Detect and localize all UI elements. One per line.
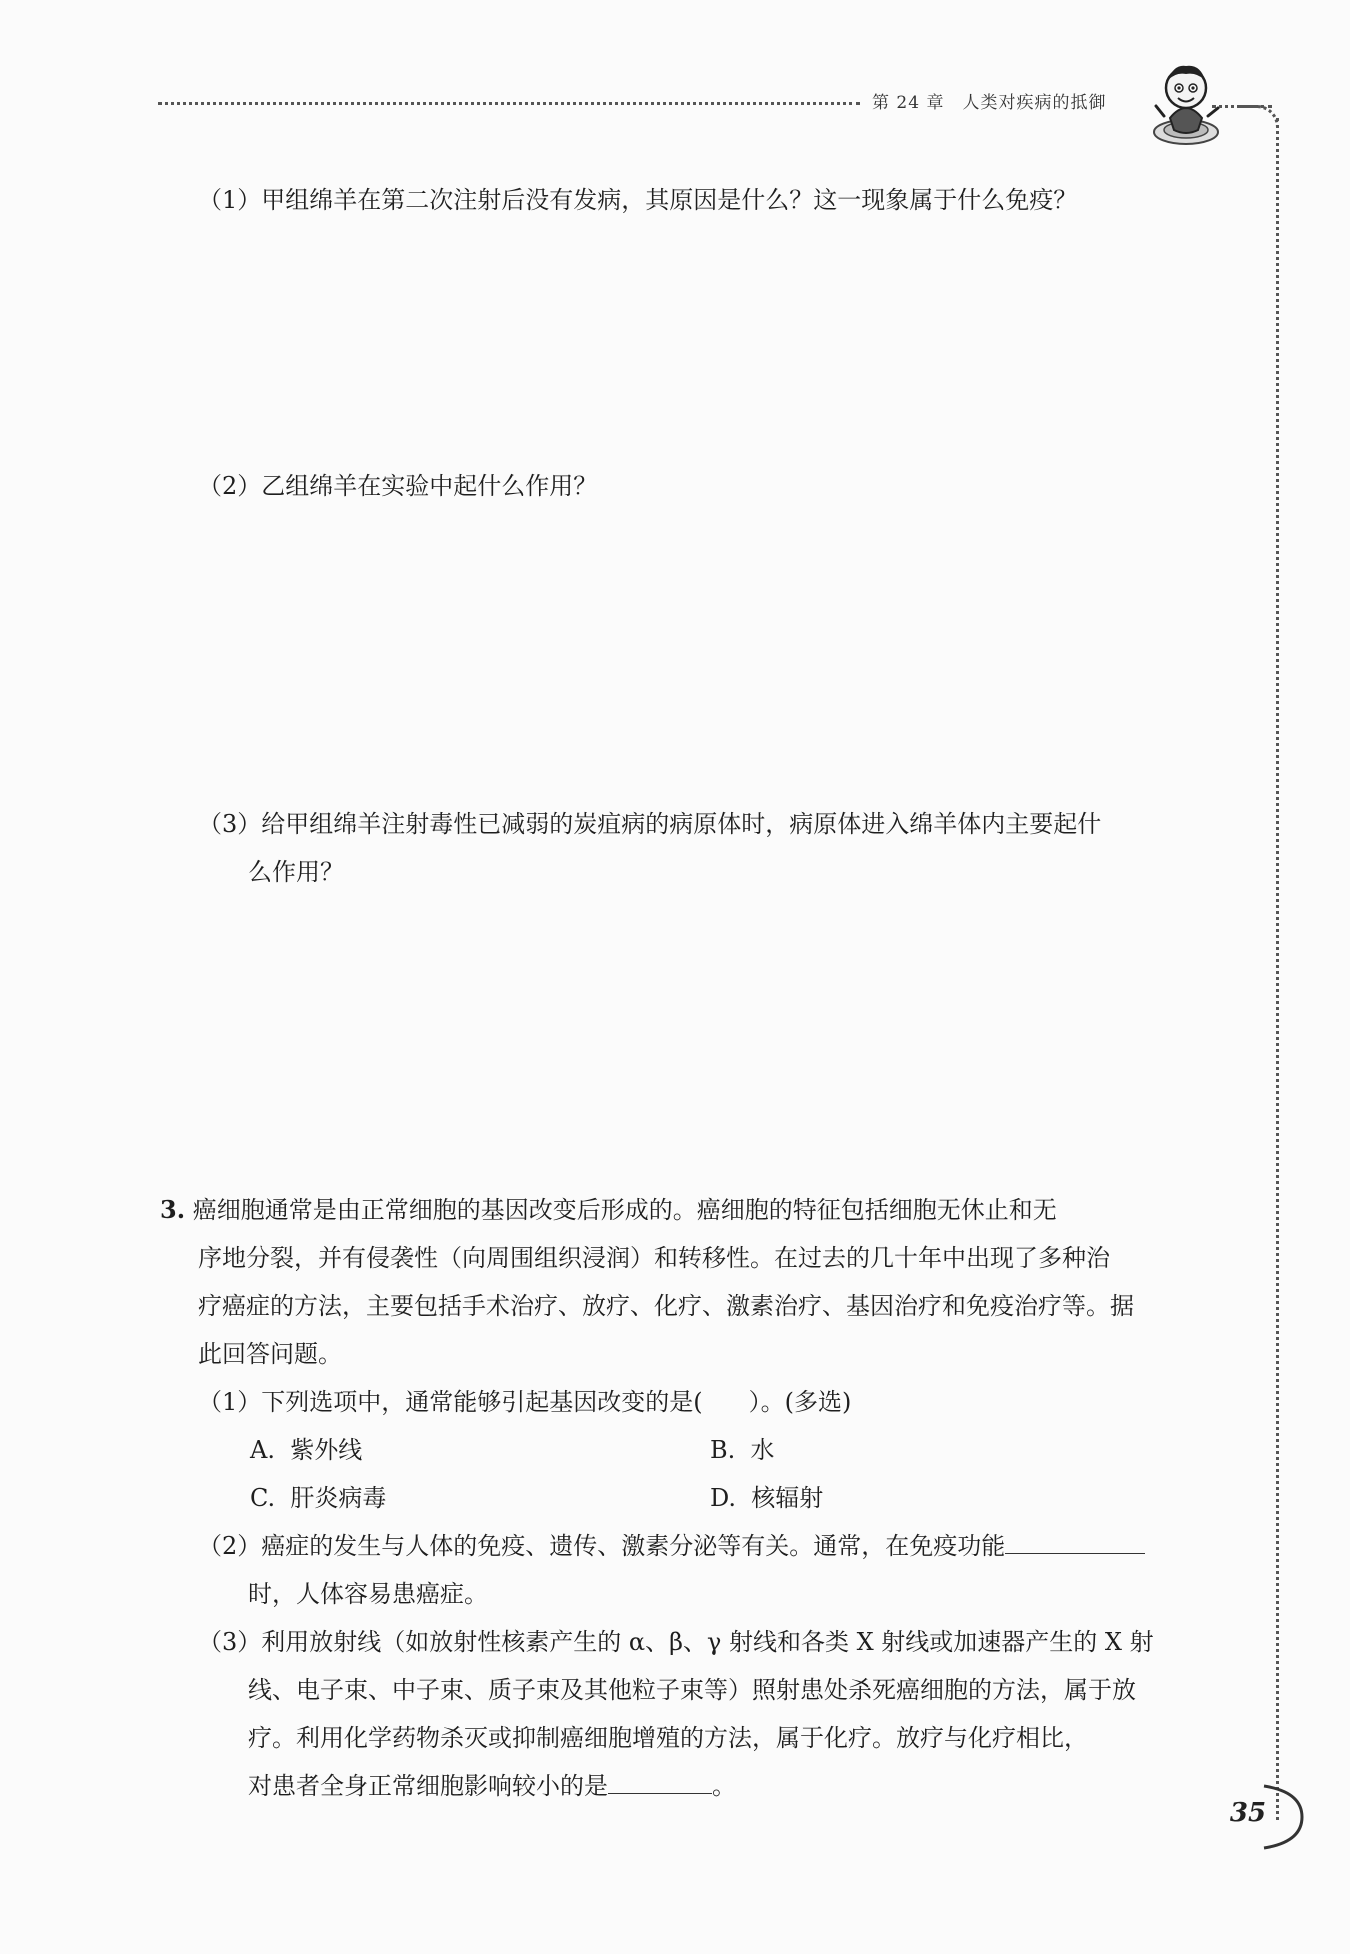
- q3-stem-line1: [160, 1186, 1057, 1234]
- right-dotted-rule: [1276, 118, 1279, 1820]
- option-a-text: 紫外线: [290, 1436, 363, 1464]
- q3-stem-text: 癌细胞通常是由正常细胞的基因改变后形成的。癌细胞的特征包括细胞无休止和无: [192, 1196, 1057, 1224]
- q3-sub1-suffix: ）。(多选): [748, 1388, 852, 1416]
- page-number: 35: [1229, 1798, 1267, 1828]
- q3-sub3-line2: 线、电子束、中子束、质子束及其他粒子束等）照射患处杀死癌细胞的方法，属于放: [248, 1676, 1136, 1704]
- option-a[interactable]: [250, 1426, 362, 1474]
- answer-blank[interactable]: [1005, 1529, 1145, 1554]
- answer-blank[interactable]: [608, 1769, 712, 1794]
- q3-stem-line4: 此回答问题。: [198, 1340, 342, 1368]
- q2-sub1: （1）甲组绵羊在第二次注射后没有发病，其原因是什么？这一现象属于什么免疫？: [198, 186, 1078, 214]
- option-c-text: 肝炎病毒: [290, 1484, 387, 1512]
- option-d-label: D.: [710, 1484, 737, 1512]
- option-b-label: B.: [710, 1436, 736, 1464]
- header-dotted-rule: [158, 102, 860, 105]
- q3-sub2-line2: 时，人体容易患癌症。: [248, 1580, 488, 1608]
- q3-sub2-line1: [198, 1522, 1145, 1570]
- option-c-label: C.: [250, 1484, 276, 1512]
- option-d-text: 核辐射: [751, 1484, 824, 1512]
- option-b-text: 水: [750, 1436, 775, 1464]
- page-number-arc: [1258, 1782, 1308, 1852]
- q2-sub2: （2）乙组绵羊在实验中起什么作用？: [198, 472, 598, 500]
- q3-sub3-line4-suffix: 。: [712, 1772, 736, 1800]
- option-a-label: A.: [250, 1436, 275, 1464]
- option-d[interactable]: [710, 1474, 823, 1522]
- q3-sub3-line4: [248, 1762, 736, 1810]
- q3-sub2-text: （2）癌症的发生与人体的免疫、遗传、激素分泌等有关。通常，在免疫功能: [198, 1532, 1006, 1560]
- q3-sub3-line3: 疗。利用化学药物杀灭或抑制癌细胞增殖的方法，属于化疗。放疗与化疗相比，: [248, 1724, 1088, 1752]
- q3-stem-line3: 疗癌症的方法，主要包括手术治疗、放疗、化疗、激素治疗、基因治疗和免疫治疗等。据: [198, 1292, 1134, 1320]
- frame-corner-curve: [1240, 105, 1279, 128]
- q3-sub3-line1: （3）利用放射线（如放射性核素产生的 α、β、γ 射线和各类 X 射线或加速器产生的 X 射: [198, 1628, 1154, 1656]
- q3-sub1-text: （1）下列选项中，通常能够引起基因改变的是(: [198, 1388, 703, 1416]
- q3-sub3-line4-text: 对患者全身正常细胞影响较小的是: [248, 1772, 608, 1800]
- q3-stem-line2: 序地分裂，并有侵袭性（向周围组织浸润）和转移性。在过去的几十年中出现了多种治: [198, 1244, 1110, 1272]
- q2-sub3-line2: 么作用？: [248, 858, 344, 886]
- mascot-icon: [1148, 58, 1224, 148]
- chapter-header: 第 24 章 人类对疾病的抵御: [872, 93, 1107, 113]
- q3-sub1: [198, 1378, 851, 1426]
- option-c[interactable]: [250, 1474, 386, 1522]
- option-b[interactable]: [710, 1426, 775, 1474]
- q3-number: 3.: [160, 1195, 186, 1224]
- q2-sub3-line1: （3）给甲组绵羊注射毒性已减弱的炭疽病的病原体时，病原体进入绵羊体内主要起什: [198, 810, 1102, 838]
